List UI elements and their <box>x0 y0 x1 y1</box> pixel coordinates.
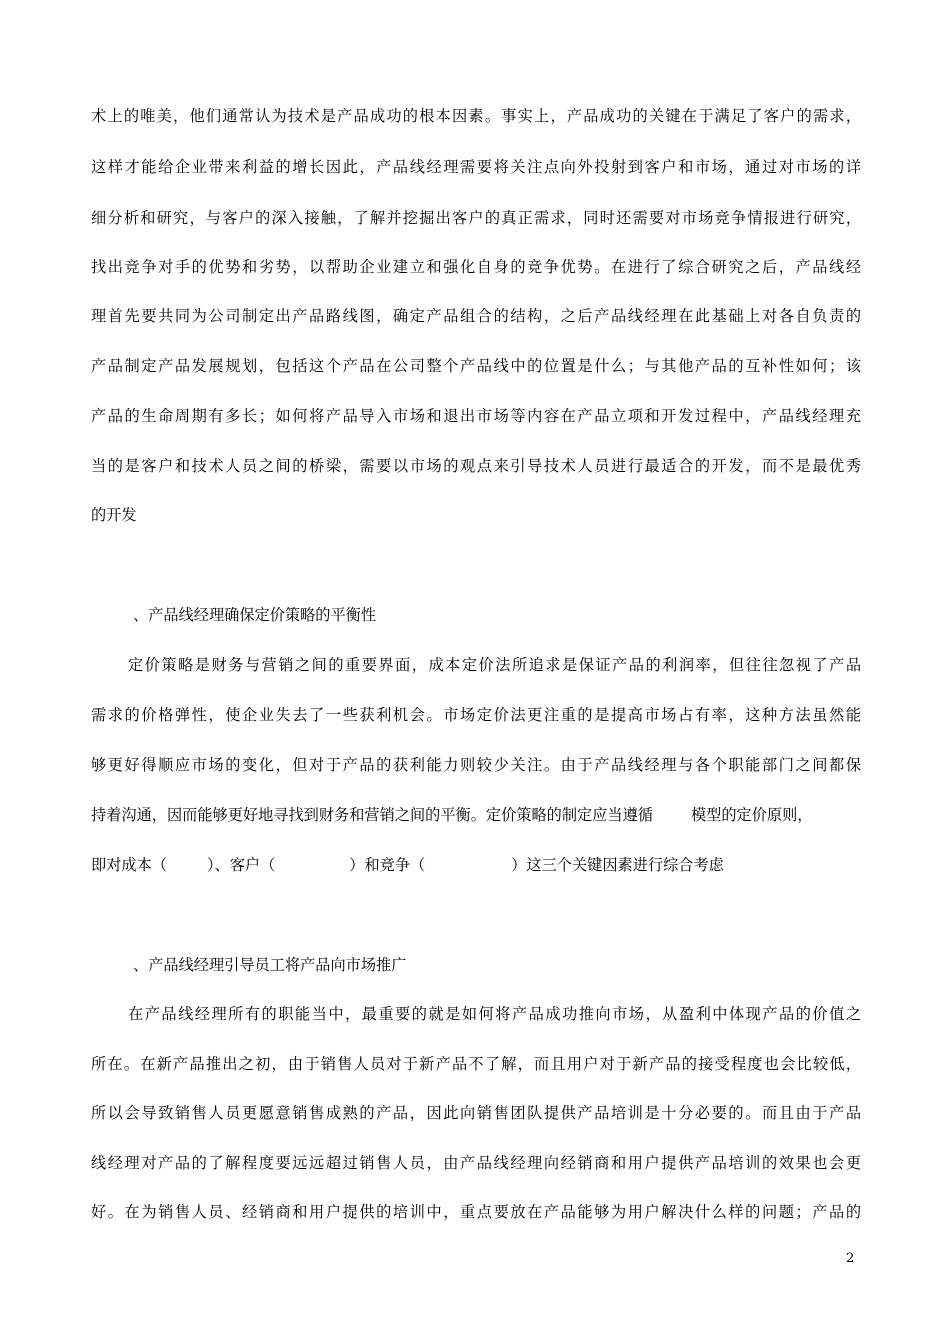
paragraph-line: 所以会导致销售人员更愿意销售成熟的产品，因此向销售团队提供产品培训是十分必要的。而且由于产品 <box>91 1104 861 1122</box>
section-heading: 、产品线经理引导员工将产品向市场推广 <box>133 956 407 974</box>
paragraph-text: ）这三个关键因素进行综合考虑 <box>511 856 724 874</box>
paragraph-line: 线经理对产品的了解程度要远远超过销售人员，由产品线经理向经销商和用户提供产品培训的效果也会更 <box>91 1154 861 1172</box>
paragraph-line: 找出竞争对手的优势和劣势，以帮助企业建立和强化自身的竞争优势。在进行了综合研究之后，产品线经 <box>91 258 861 276</box>
paragraph-line: 产品的生命周期有多长；如何将产品导入市场和退出市场等内容在产品立项和开发过程中，产品线经理充 <box>91 407 861 425</box>
paragraph-line: 这样才能给企业带来利益的增长因此，产品线经理需要将关注点向外投射到客户和市场，通过对市场的详 <box>91 158 861 176</box>
paragraph-line <box>91 854 861 876</box>
page-number: 2 <box>846 1251 855 1266</box>
paragraph-line: 术上的唯美，他们通常认为技术是产品成功的根本因素。事实上，产品成功的关键在于满足了客户的需求， <box>91 107 861 125</box>
paragraph-text: 模型的定价原则， <box>690 806 813 824</box>
paragraph-line: 细分析和研究，与客户的深入接触，了解并挖掘出客户的真正需求，同时还需要对市场竞争情报进行研究， <box>91 209 861 227</box>
paragraph-text: 即对成本（ <box>91 856 167 874</box>
paragraph-line: 够更好得顺应市场的变化，但对于产品的获利能力则较少关注。由于产品线经理与各个职能部门之间都保 <box>91 756 861 774</box>
paragraph-text: ）、客户（ <box>206 856 276 874</box>
paragraph-line: 的开发 <box>91 506 137 524</box>
paragraph-line: 定价策略是财务与营销之间的重要界面，成本定价法所追求是保证产品的利润率，但往往忽视了产品 <box>128 656 861 674</box>
paragraph-text: 持着沟通，因而能够更好地寻找到财务和营销之间的平衡。定价策略的制定应当遵循 <box>91 806 653 824</box>
paragraph-line: 需求的价格弹性，使企业失去了一些获利机会。市场定价法更注重的是提高市场占有率，这种方法虽然能 <box>91 706 861 724</box>
paragraph-line: 当的是客户和技术人员之间的桥梁，需要以市场的观点来引导技术人员进行最适合的开发，而不是最优秀 <box>91 457 861 475</box>
paragraph-text: ）和竞争（ <box>349 856 426 874</box>
section-heading: 、产品线经理确保定价策略的平衡性 <box>133 606 376 624</box>
paragraph-line <box>91 804 861 826</box>
paragraph-line: 理首先要共同为公司制定出产品路线图，确定产品组合的结构，之后产品线经理在此基础上对各自负责的 <box>91 307 861 325</box>
paragraph-line: 所在。在新产品推出之初，由于销售人员对于新产品不了解，而且用户对于新产品的接受程度也会比较低， <box>91 1055 861 1073</box>
paragraph-line: 在产品线经理所有的职能当中，最重要的就是如何将产品成功推向市场，从盈利中体现产品的价值之 <box>128 1005 861 1023</box>
paragraph-line: 好。在为销售人员、经销商和用户提供的培训中，重点要放在产品能够为用户解决什么样的问题；产品的 <box>91 1203 861 1221</box>
paragraph-line: 产品制定产品发展规划，包括这个产品在公司整个产品线中的位置是什么；与其他产品的互补性如何；该 <box>91 357 861 375</box>
